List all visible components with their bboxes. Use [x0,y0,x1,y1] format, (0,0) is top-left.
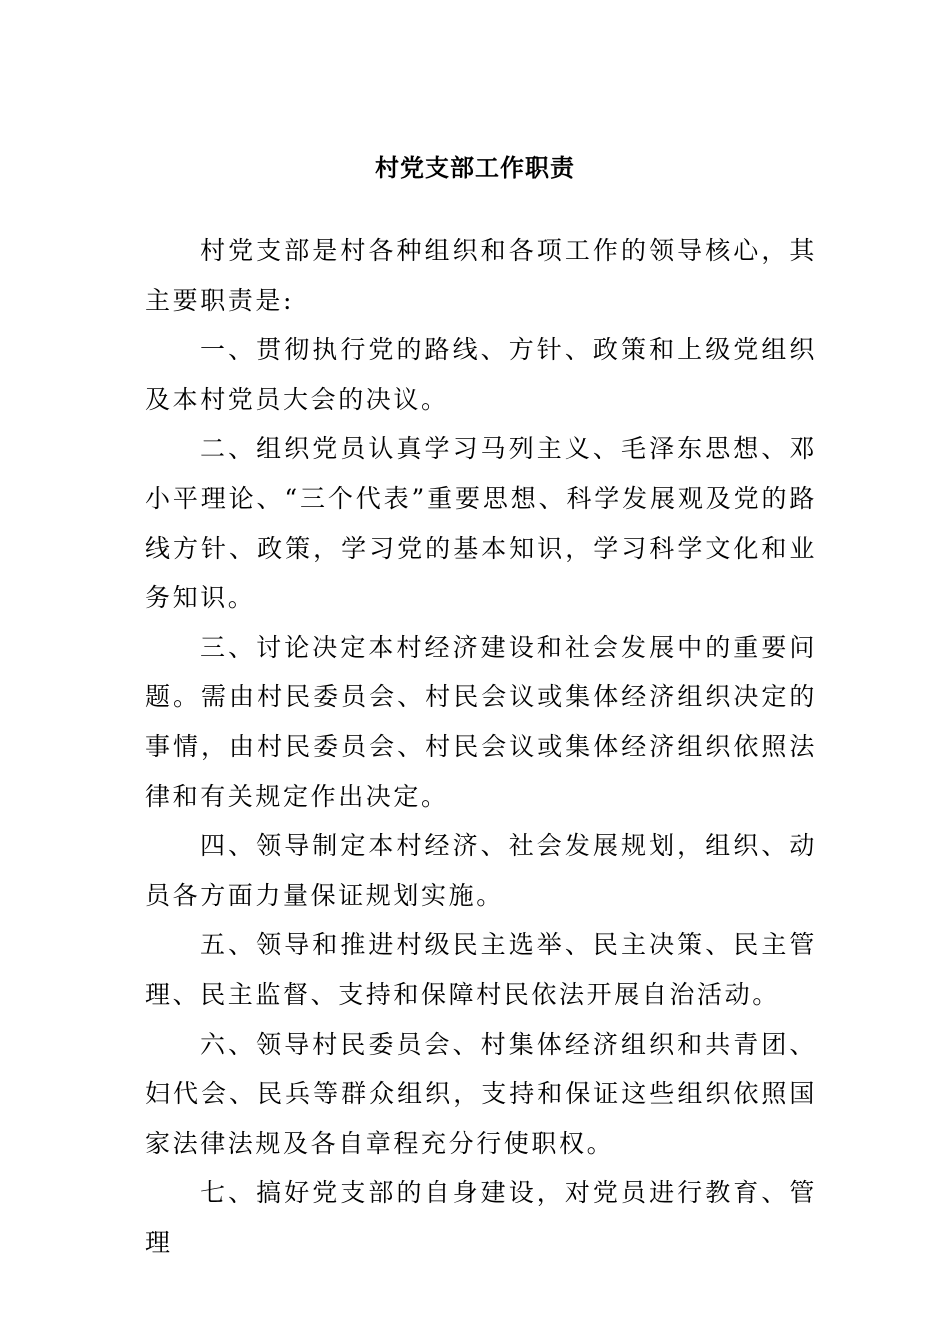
paragraph-duty-2: 二、组织党员认真学习马列主义、毛泽东思想、邓小平理论、“三个代表”重要思想、科学发展观及党的路线方针、政策，学习党的基本知识，学习科学文化和业务知识。 [145,434,817,613]
document-body [145,226,817,1267]
paragraph-duty-3: 三、讨论决定本村经济建设和社会发展中的重要问题。需由村民委员会、村民会议或集体经济组织决定的事情，由村民委员会、村民会议或集体经济组织依照法律和有关规定作出决定。 [145,632,817,811]
document-title: 村党支部工作职责 [375,153,575,183]
paragraph-duty-4: 四、领导制定本村经济、社会发展规划，组织、动员各方面力量保证规划实施。 [145,831,817,910]
paragraph-duty-7: 七、搞好党支部的自身建设，对党员进行教育、管理 [145,1178,817,1257]
paragraph-intro: 村党支部是村各种组织和各项工作的领导核心，其主要职责是: [145,236,817,315]
paragraph-duty-1: 一、贯彻执行党的路线、方针、政策和上级党组织及本村党员大会的决议。 [145,335,817,414]
paragraph-duty-5: 五、领导和推进村级民主选举、民主决策、民主管理、民主监督、支持和保障村民依法开展自治活动。 [145,930,817,1009]
paragraph-duty-6: 六、领导村民委员会、村集体经济组织和共青团、妇代会、民兵等群众组织，支持和保证这些组织依照国家法律法规及各自章程充分行使职权。 [145,1029,817,1158]
